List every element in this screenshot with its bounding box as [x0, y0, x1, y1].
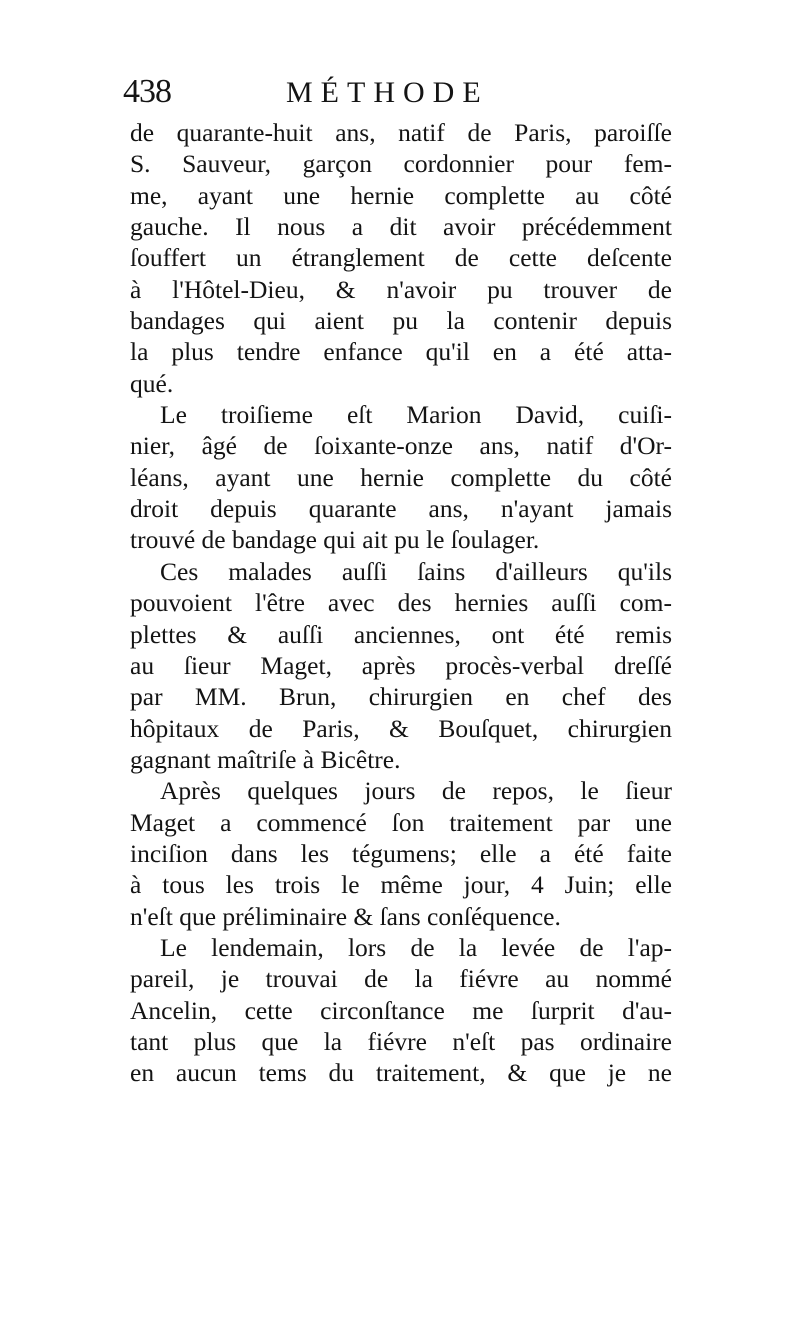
text-line: Ces malades auſſi ſains d'ailleurs qu'ils — [160, 556, 672, 586]
text-line: de quarante-huit ans, natif de Paris, paroiſſe — [130, 118, 672, 147]
page-number: 438 — [123, 73, 171, 110]
text-line: en aucun tems du traitement, & que je ne — [130, 1058, 672, 1088]
text-line: Maget a commencé ſon traitement par une — [130, 807, 672, 837]
text-line: tant plus que la fiévre n'eſt pas ordinaire — [130, 1026, 672, 1056]
text-line: Après quelques jours de repos, le ſieur — [160, 776, 672, 806]
text-line: nier, âgé de ſoixante-onze ans, natif d'Or- — [130, 431, 672, 461]
text-line: qué. — [130, 368, 174, 398]
text-line: n'eſt que préliminaire & ſans conſéquence. — [130, 901, 561, 931]
page-header — [123, 70, 683, 120]
text-line: par MM. Brun, chirurgien en chef des — [130, 682, 672, 712]
text-line: léans, ayant une hernie complette du côté — [130, 462, 672, 492]
text-line: Ancelin, cette circonſtance me ſurprit d'au- — [130, 995, 672, 1025]
text-line: Le lendemain, lors de la levée de l'ap- — [160, 932, 672, 962]
text-line: à tous les trois le même jour, 4 Juin; elle — [130, 870, 672, 900]
body-text — [130, 117, 672, 1089]
text-line: à l'Hôtel-Dieu, & n'avoir pu trouver de — [130, 274, 672, 304]
text-line: pouvoient l'être avec des hernies auſſi com- — [130, 588, 672, 618]
running-head: MÉTHODE — [286, 76, 489, 109]
text-line: pareil, je trouvai de la fiévre au nommé — [130, 964, 672, 994]
text-line: ſouffert un étranglement de cette deſcente — [130, 243, 672, 273]
text-line: la plus tendre enfance qu'il en a été atta- — [130, 337, 672, 367]
text-line: gagnant maîtriſe à Bicêtre. — [130, 744, 401, 774]
text-line: hôpitaux de Paris, & Bouſquet, chirurgien — [130, 713, 672, 743]
text-line: plettes & auſſi anciennes, ont été remis — [130, 619, 672, 649]
text-line: au ſieur Maget, après procès-verbal dreſſé — [130, 650, 672, 680]
text-line: gauche. Il nous a dit avoir précédemment — [130, 212, 672, 242]
text-line: Le troiſieme eſt Marion David, cuiſi- — [160, 400, 672, 430]
text-line: bandages qui aient pu la contenir depuis — [130, 306, 672, 336]
text-line: S. Sauveur, garçon cordonnier pour fem- — [130, 149, 672, 179]
text-line: droit depuis quarante ans, n'ayant jamais — [130, 494, 672, 524]
text-line: trouvé de bandage qui ait pu le ſoulager. — [130, 525, 540, 555]
text-line: inciſion dans les tégumens; elle a été faite — [130, 838, 672, 868]
text-line: me, ayant une hernie complette au côté — [130, 180, 672, 210]
